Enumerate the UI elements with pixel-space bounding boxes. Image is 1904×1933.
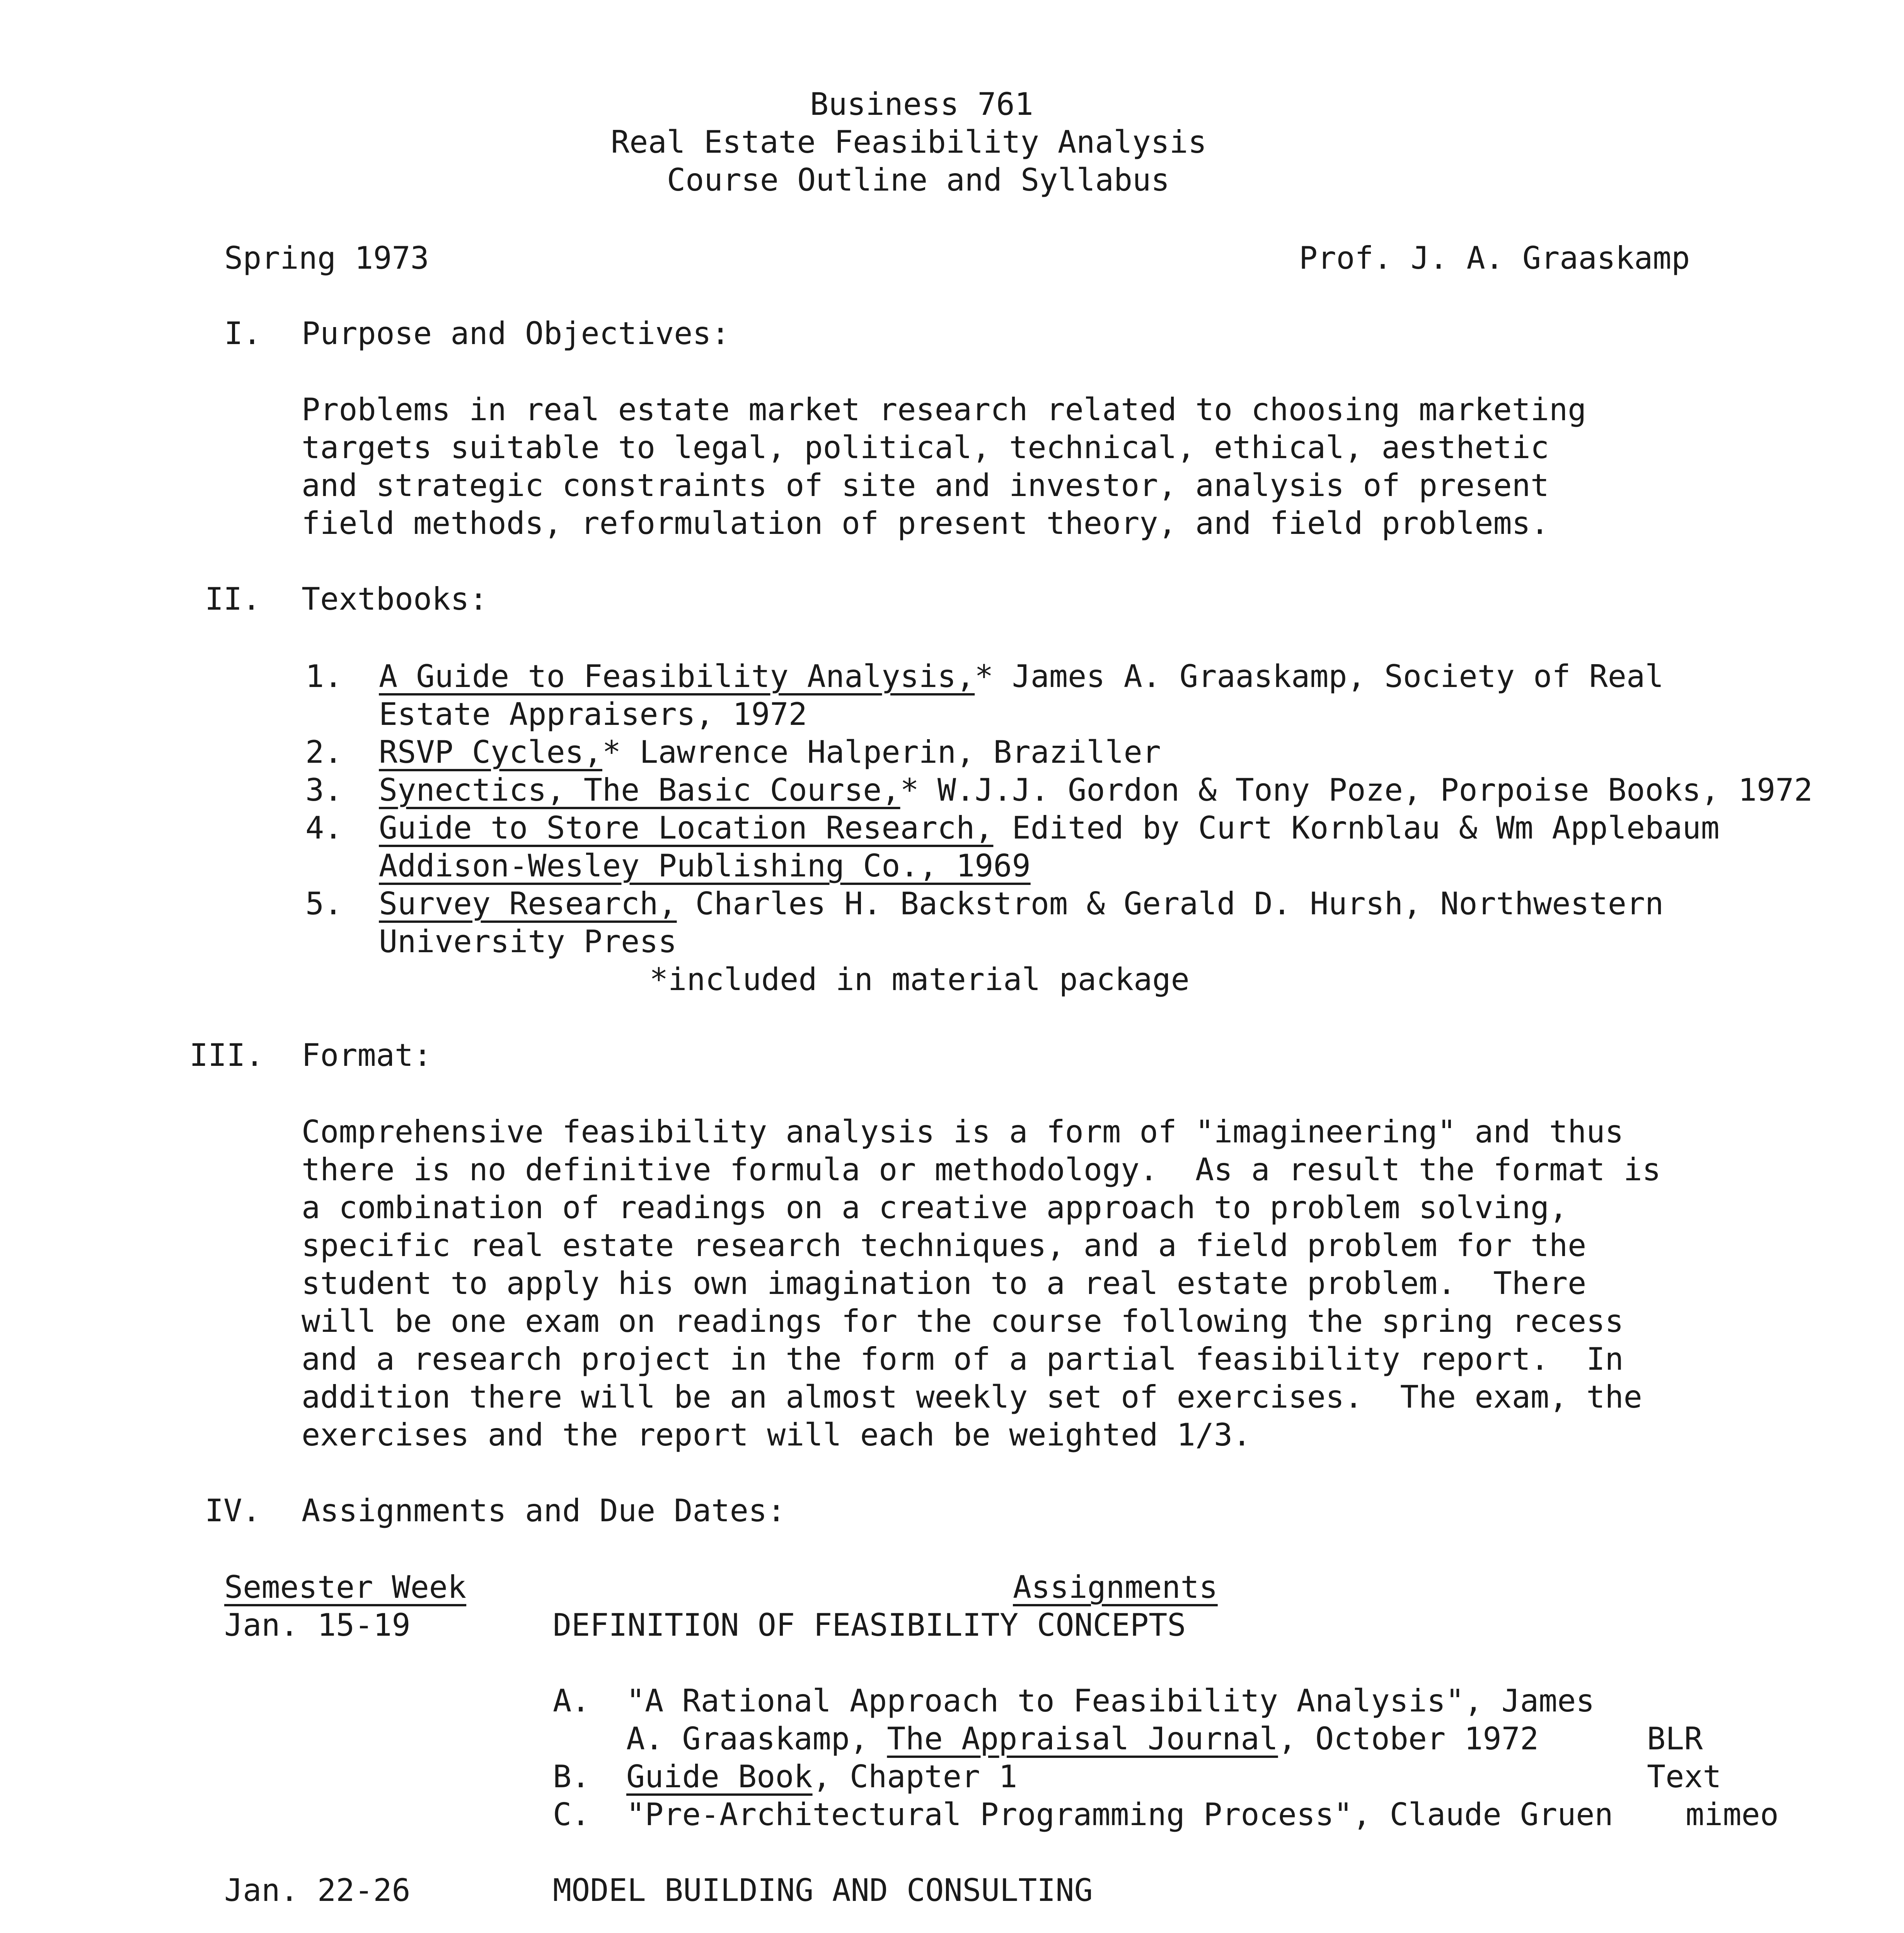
textbook-details-continued: University Press [379,924,677,960]
textbook-details: * James A. Graaskamp, Society of Real [975,658,1664,694]
assignment-letter: B. [553,1759,590,1795]
section-numeral-textbooks: II. [205,581,261,617]
textbook-details: * Lawrence Halperin, Braziller [602,734,1161,770]
professor: Prof. J. A. Graaskamp [1299,240,1690,276]
textbook-number: 3. [305,772,343,808]
column-header-assignments: Assignments [1013,1569,1218,1605]
textbook-number: 1. [305,658,343,694]
assignment-text: "Pre-Architectural Programming Process", Claude Gruen [626,1797,1613,1832]
section-heading-format: Format: [302,1037,432,1073]
assignment-source: Text [1647,1759,1722,1795]
textbook-title: Survey Research, [379,886,677,922]
textbook-details: Edited by Curt Kornblau & Wm Applebaum [993,810,1720,846]
section-numeral-assignments: IV. [205,1493,261,1529]
textbook-number: 5. [305,886,343,922]
format-line: and a research project in the form of a partial feasibility report. In [302,1341,1624,1377]
textbook-number: 2. [305,734,343,770]
journal-title: The Appraisal Journal [887,1721,1278,1757]
format-line: addition there will be an almost weekly set of exercises. The exam, the [302,1379,1642,1415]
week-topic: DEFINITION OF FEASIBILITY CONCEPTS [553,1607,1186,1643]
textbook-title: Synectics, The Basic Course, [379,772,900,808]
format-line: specific real estate research techniques, and a field problem for the [302,1227,1587,1263]
textbook-title: Guide to Store Location Research, [379,810,994,846]
week-date: Jan. 22-26 [224,1872,411,1908]
assignment-text: Guide Book, Chapter 1 [626,1759,1018,1795]
textbook-number: 4. [305,810,343,846]
purpose-line: Problems in real estate market research related to choosing marketing [302,392,1587,428]
textbook-entry [379,734,1161,770]
format-line: a combination of readings on a creative approach to problem solving, [302,1190,1568,1226]
format-line: will be one exam on readings for the course following the spring recess [302,1303,1624,1339]
format-line: Comprehensive feasibility analysis is a form of "imagineering" and thus [302,1114,1624,1150]
assignment-source: mimeo [1686,1797,1779,1832]
textbook-details: * W.J.J. Gordon & Tony Poze, Porpoise Books, 1972 [900,772,1813,808]
purpose-line: targets suitable to legal, political, technical, ethical, aesthetic [302,430,1549,465]
column-header-week: Semester Week [224,1569,467,1605]
assignment-letter: C. [553,1797,590,1832]
assignment-text: A. Graaskamp, The Appraisal Journal, October 1972 [626,1721,1539,1757]
textbook-entry [379,810,1720,846]
textbook-details-continued: Estate Appraisers, 1972 [379,696,807,732]
assignment-text: "A Rational Approach to Feasibility Analysis", James [626,1683,1595,1719]
textbook-entry [379,772,1813,808]
purpose-line: field methods, reformulation of present theory, and field problems. [302,505,1549,541]
format-line: there is no definitive formula or methodology. As a result the format is [302,1152,1661,1188]
course-number: Business 761 [810,86,1033,122]
section-numeral-format: III. [189,1037,264,1073]
section-heading-textbooks: Textbooks: [302,581,488,617]
format-line: exercises and the report will each be weighted 1/3. [302,1417,1251,1453]
course-subtitle: Course Outline and Syllabus [667,162,1170,198]
textbook-details-continued: Addison-Wesley Publishing Co., 1969 [379,848,1031,884]
textbook-entry [379,658,1664,694]
week-date: Jan. 15-19 [224,1607,411,1643]
section-heading-purpose: Purpose and Objectives: [302,315,730,351]
textbook-title: RSVP Cycles, [379,734,602,770]
week-topic: MODEL BUILDING AND CONSULTING [553,1872,1093,1908]
textbook-entry [379,886,1664,922]
textbook-details: Charles H. Backstrom & Gerald D. Hursh, Northwestern [677,886,1664,922]
format-line: student to apply his own imagination to a real estate problem. There [302,1265,1587,1301]
purpose-line: and strategic constraints of site and investor, analysis of present [302,467,1549,503]
course-title: Real Estate Feasibility Analysis [611,124,1207,160]
term: Spring 1973 [224,240,429,276]
book-title: Guide Book [626,1759,813,1795]
assignment-source: BLR [1647,1721,1703,1757]
assignment-letter: A. [553,1683,590,1719]
section-heading-assignments: Assignments and Due Dates: [302,1493,786,1529]
textbook-footnote: *included in material package [649,961,1190,997]
section-numeral-purpose: I. [224,315,262,351]
textbook-title: A Guide to Feasibility Analysis, [379,658,975,694]
